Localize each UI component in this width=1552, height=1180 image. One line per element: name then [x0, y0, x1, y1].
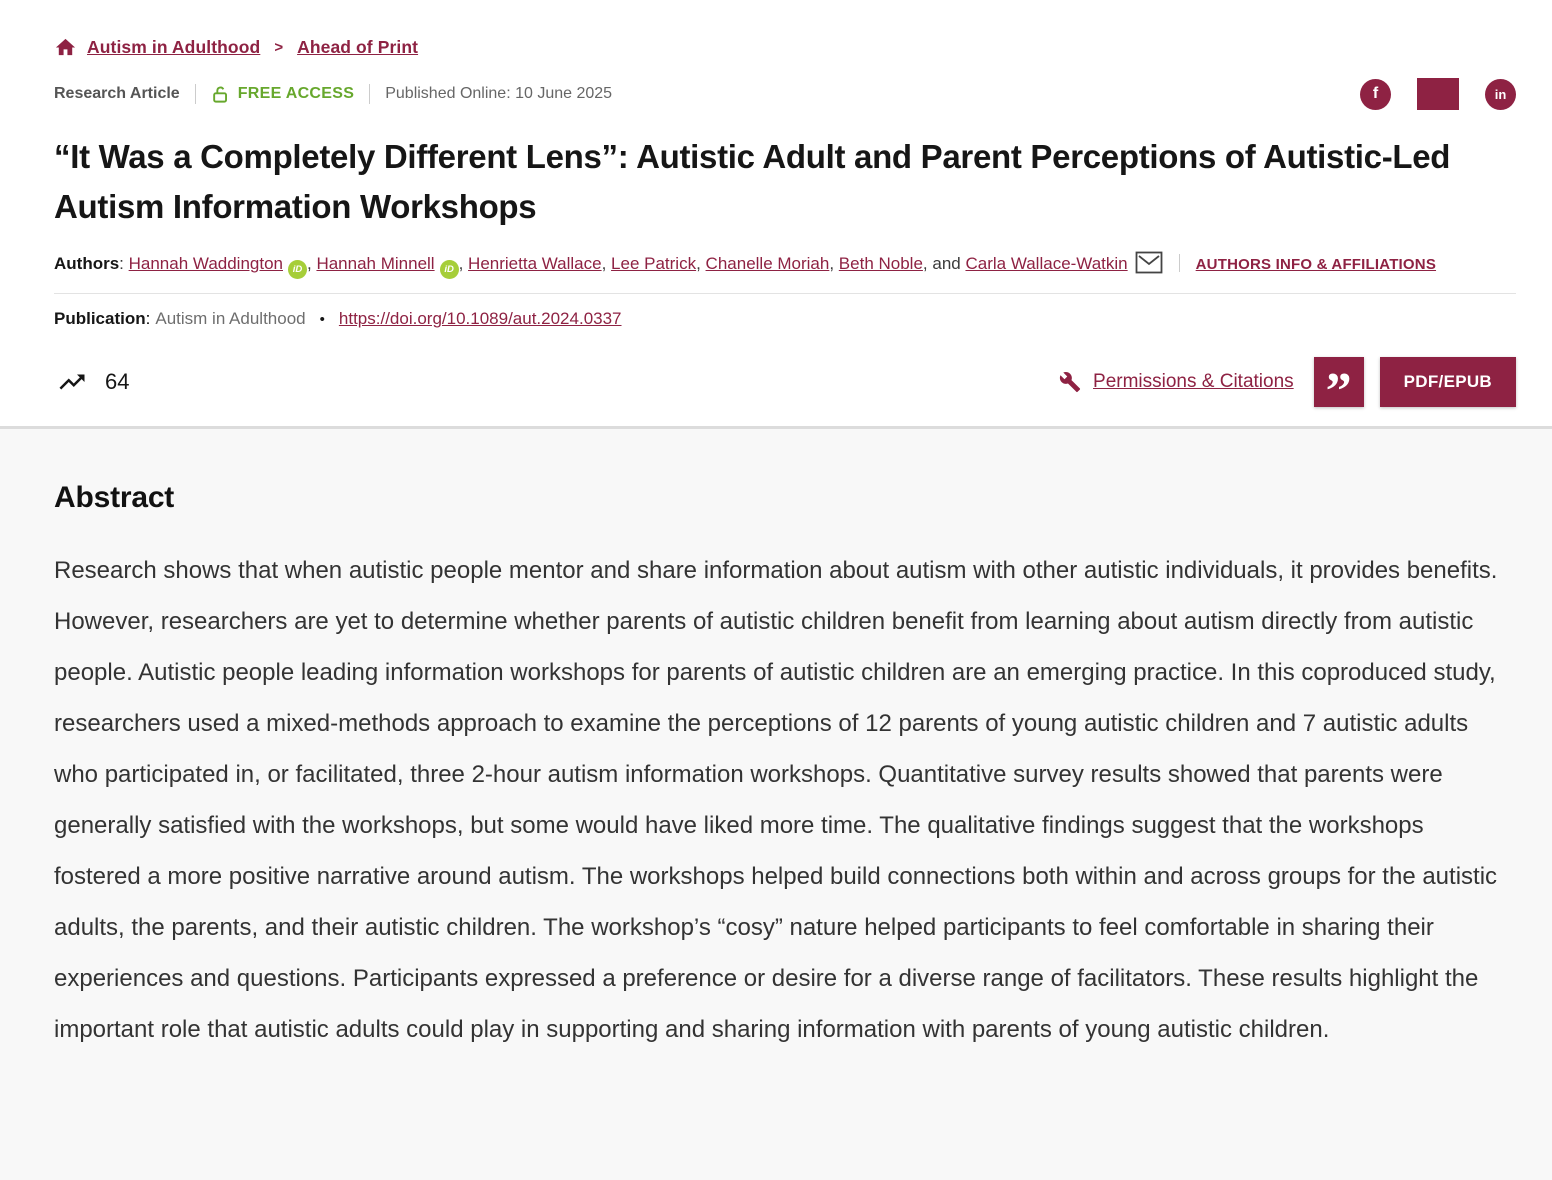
author-link[interactable]: Beth Noble — [838, 254, 923, 273]
author-link[interactable]: Chanelle Moriah — [705, 254, 830, 273]
social-share-buttons — [1360, 78, 1516, 110]
divider — [195, 84, 196, 104]
quote-icon: ” — [1325, 363, 1352, 420]
authors-line — [54, 248, 1516, 280]
author-separator: , — [307, 254, 317, 273]
author-link[interactable]: Carla Wallace-Watkin — [965, 254, 1128, 273]
free-access-badge — [211, 85, 355, 104]
metrics-count: 64 — [105, 369, 130, 394]
authors-label: Authors — [54, 254, 120, 273]
bullet-separator: • — [319, 310, 325, 328]
author-link[interactable]: Lee Patrick — [611, 254, 697, 273]
cite-quote-button[interactable] — [1314, 357, 1364, 420]
divider — [54, 293, 1516, 294]
metrics-actions-bar — [54, 357, 1516, 420]
orcid-icon[interactable]: iD — [288, 260, 307, 279]
publication-journal: Autism in Adulthood — [155, 309, 306, 328]
article-type-label: Research Article — [54, 85, 180, 102]
authors-info-affiliations-link[interactable]: AUTHORS INFO & AFFILIATIONS — [1195, 256, 1437, 273]
author-separator: , — [601, 254, 612, 273]
author-separator: , — [458, 254, 469, 273]
publication-label: Publication — [54, 309, 146, 328]
doi-link[interactable]: https://doi.org/10.1089/aut.2024.0337 — [338, 309, 622, 328]
authors-colon: : — [119, 254, 129, 273]
linkedin-share-icon[interactable]: in — [1485, 79, 1516, 110]
trending-up-icon — [54, 367, 90, 397]
article-actions — [1059, 357, 1516, 420]
author-link[interactable]: Henrietta Wallace — [468, 254, 602, 273]
metrics-badge — [54, 367, 129, 397]
author-separator-last: , and — [922, 254, 966, 273]
article-header — [0, 0, 1552, 426]
home-icon[interactable] — [54, 36, 77, 59]
breadcrumb-journal-link[interactable]: Autism in Adulthood — [87, 36, 261, 57]
pdf-epub-button[interactable]: PDF/EPUB — [1380, 357, 1516, 407]
abstract-heading: Abstract — [54, 481, 175, 514]
published-date: Published Online: 10 June 2025 — [385, 85, 613, 102]
breadcrumb-separator: > — [274, 38, 284, 56]
author-link[interactable]: Hannah Minnell — [316, 254, 435, 273]
open-lock-icon — [211, 85, 230, 104]
breadcrumb — [54, 34, 1516, 60]
publication-colon: : — [145, 309, 151, 328]
email-corresponding-author-icon[interactable] — [1135, 251, 1163, 274]
publication-line — [54, 309, 1516, 329]
abstract-section — [0, 426, 1552, 1095]
author-separator: , — [829, 254, 839, 273]
x-twitter-share-icon[interactable] — [1417, 78, 1459, 110]
breadcrumb-ahead-of-print-link[interactable]: Ahead of Print — [297, 36, 419, 57]
abstract-text: Research shows that when autistic people mentor and share information about autism with other autistic individuals, it provides benefits. However, researchers are yet to determine whether parents of autistic children benefit from learning about autism directly from autistic people. Autistic people leading information workshops for parents of autistic children are an emerging practice. In this coproduced study, researchers used a mixed-methods approach to examine the perceptions of 12 parents of young autistic children and 7 autistic adults who participated in, or facilitated, three 2-hour autism information workshops. Quantitative survey results showed that parents were generally satisfied with the workshops, but some would have liked more time. The qualitative findings suggest that the workshops fostered a more positive narrative around autism. The workshops helped build connections both within and across groups for the autistic adults, the parents, and their autistic children. The workshop’s “cosy” nature helped participants to feel comfortable in sharing their experiences and questions. Participants expressed a preference or desire for a diverse range of facilitators. These results highlight the important role that autistic adults could play in supporting and sharing information with parents of young autistic children. — [54, 557, 1498, 1043]
wrench-icon — [1059, 371, 1081, 393]
divider — [1179, 254, 1180, 272]
divider — [369, 84, 370, 104]
free-access-label: FREE ACCESS — [237, 85, 355, 102]
facebook-share-icon[interactable]: f — [1360, 79, 1391, 110]
article-title: “It Was a Completely Different Lens”: Autistic Adult and Parent Perceptions of Autistic-Led Autism Information Workshops — [54, 138, 1451, 225]
permissions-citations-link[interactable]: Permissions & Citations — [1093, 371, 1294, 392]
article-meta-bar — [54, 78, 1516, 110]
orcid-icon[interactable]: iD — [440, 260, 459, 279]
author-separator: , — [696, 254, 706, 273]
author-link[interactable]: Hannah Waddington — [128, 254, 283, 273]
